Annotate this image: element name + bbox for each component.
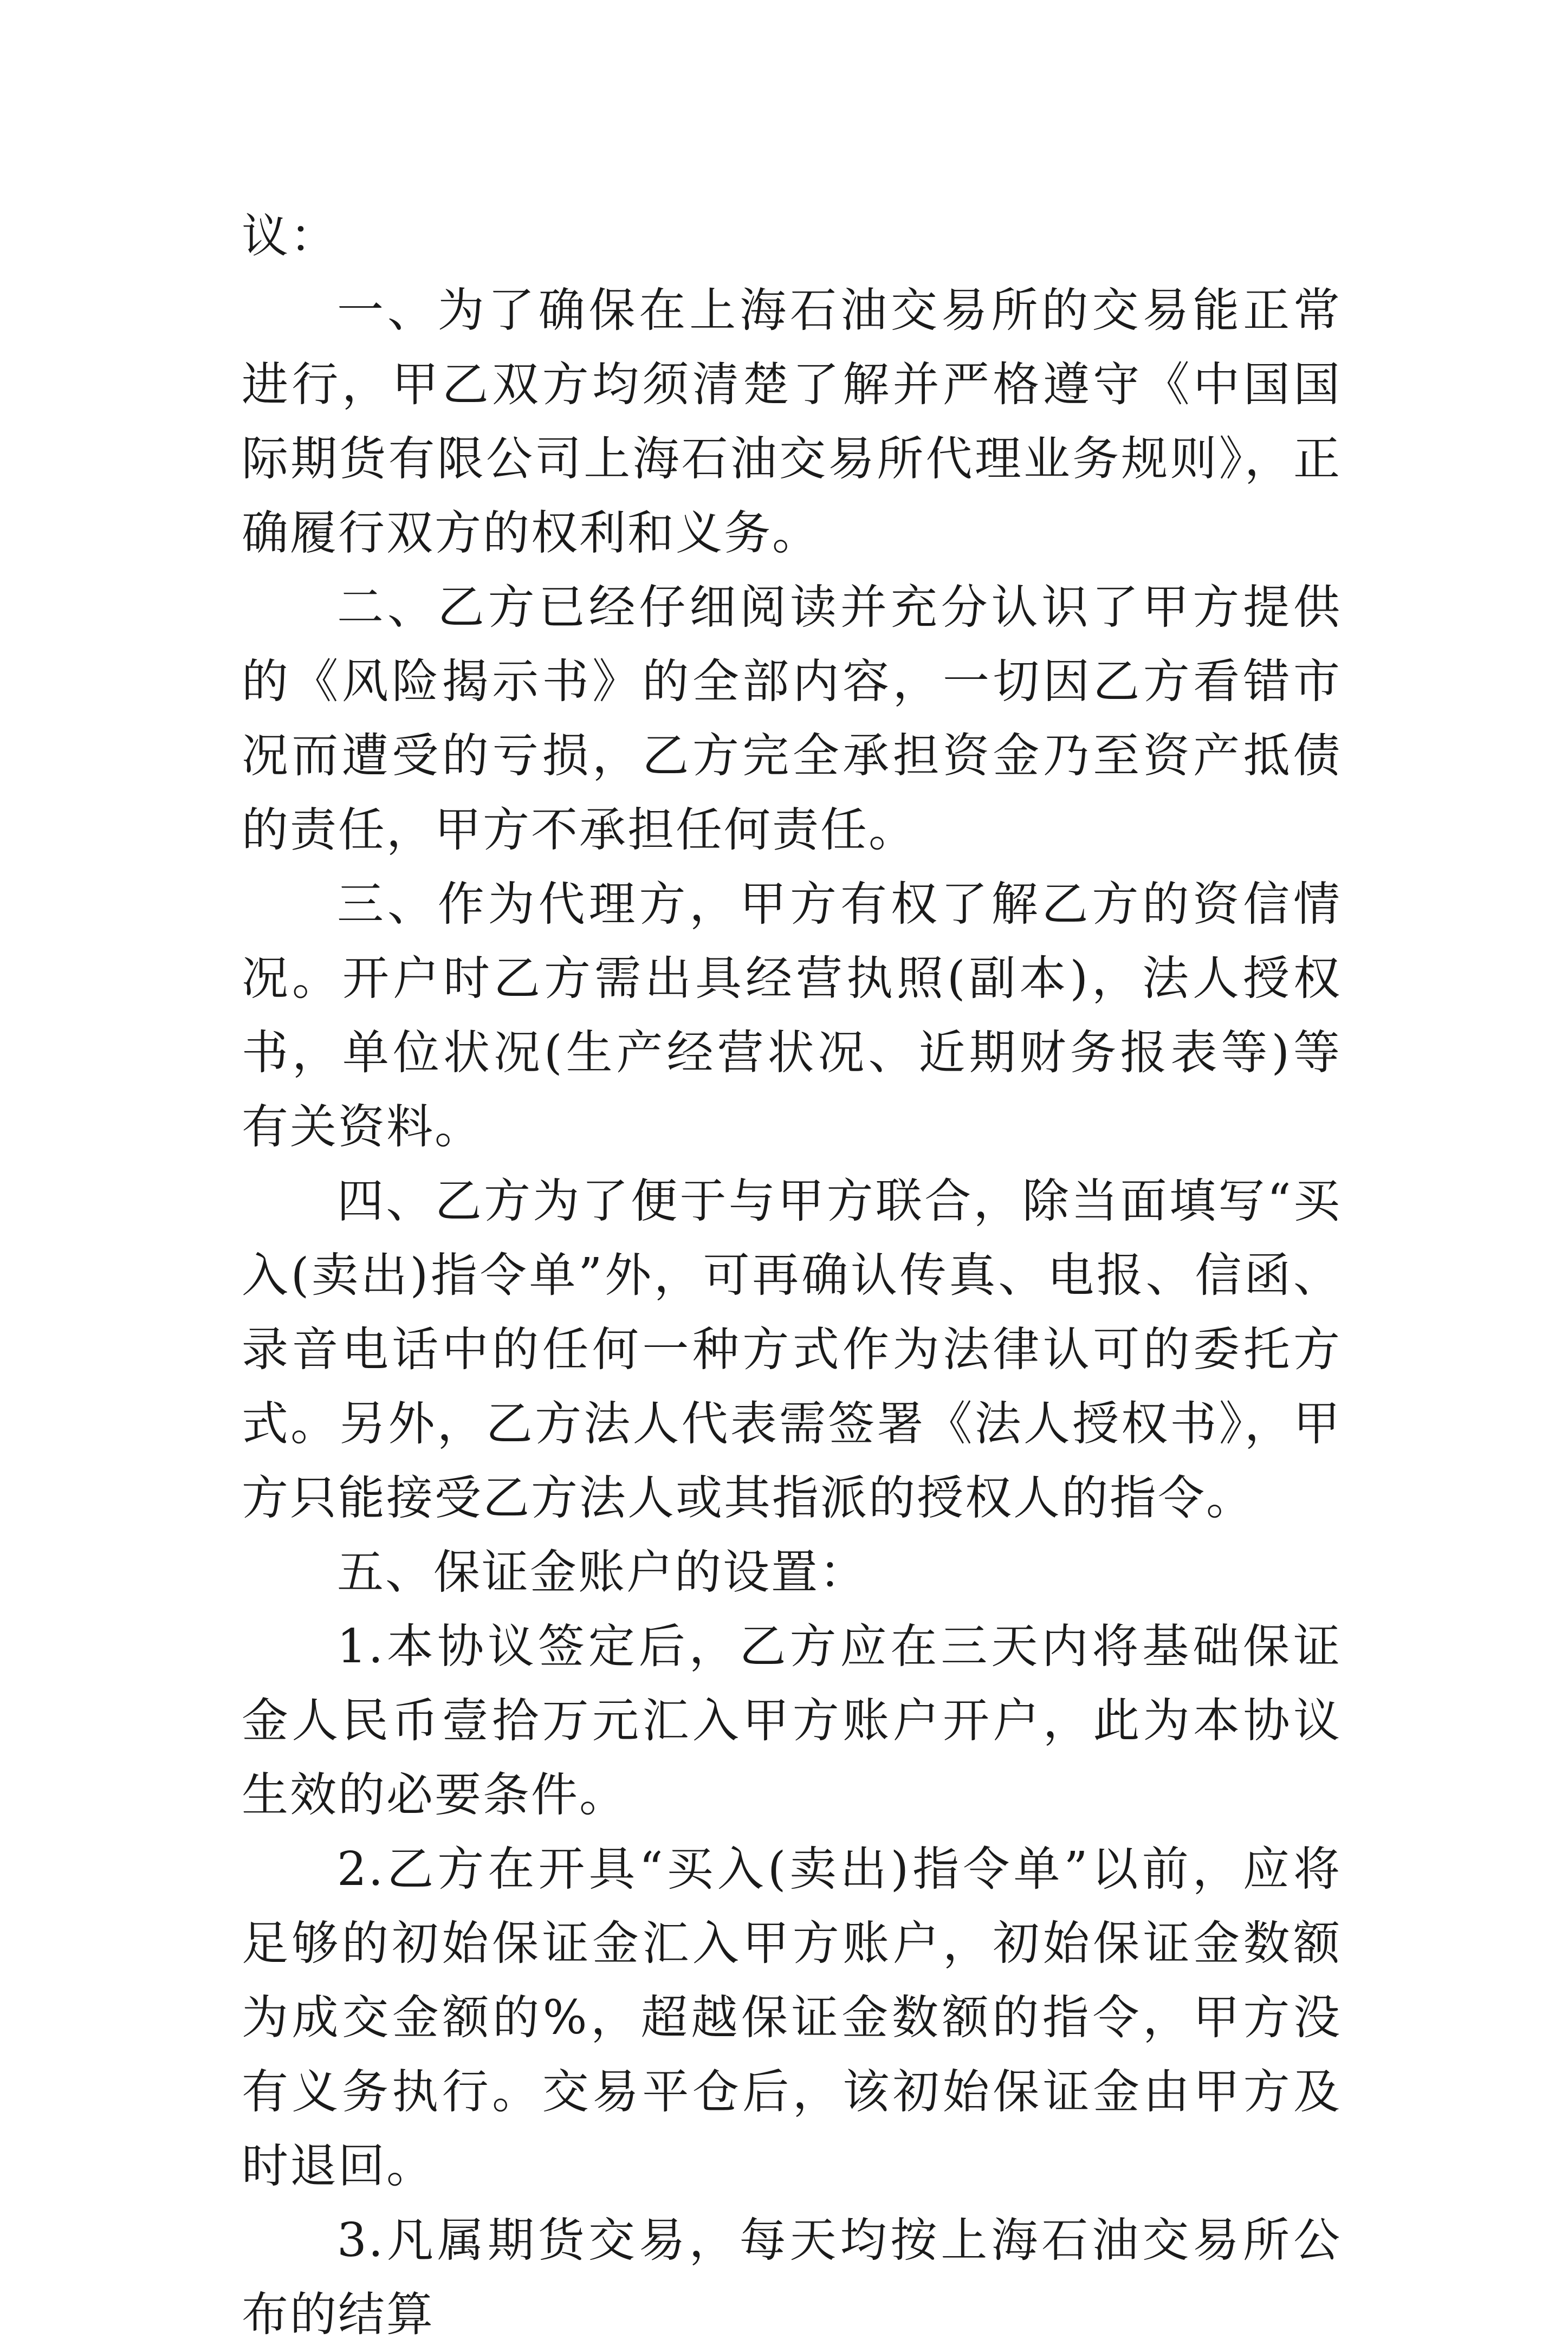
paragraph-clause-5-item-3: 3.凡属期货交易，每天均按上海石油交易所公布的结算 xyxy=(242,2213,1342,2342)
paragraph-clause-5-item-2: 2.乙方在开具“买入(卖出)指令单”以前，应将足够的初始保证金汇入甲方账户，初始保证金数额为成交金额的%，超越保证金数额的指令，甲方没有义务执行。交易平仓后，该初始保证金由甲方及时退回。 xyxy=(242,1842,1342,2193)
paragraph-clause-3: 三、作为代理方，甲方有权了解乙方的资信情况。开户时乙方需出具经营执照(副本)，法人授权书，单位状况(生产经营状况、近期财务报表等)等有关资料。 xyxy=(242,877,1342,1154)
paragraph-clause-5-item-1: 1.本协议签定后，乙方应在三天内将基础保证金人民币壹拾万元汇入甲方账户开户，此为本协议生效的必要条件。 xyxy=(242,1619,1342,1822)
paragraph-clause-4: 四、乙方为了便于与甲方联合，除当面填写“买入(卖出)指令单”外，可再确认传真、电报、信函、录音电话中的任何一种方式作为法律认可的委托方式。另外，乙方法人代表需签署《法人授权书》，甲方只能接受乙方法人或其指派的授权人的指令。 xyxy=(242,1174,1342,1525)
document-body xyxy=(242,199,1342,2352)
paragraph-clause-1: 一、为了确保在上海石油交易所的交易能正常进行，甲乙双方均须清楚了解并严格遵守《中国国际期货有限公司上海石油交易所代理业务规则》，正确履行双方的权利和义务。 xyxy=(242,283,1342,560)
paragraph-continuation: 议： xyxy=(242,209,338,263)
paragraph-clause-5-heading: 五、保证金账户的设置： xyxy=(337,1545,867,1599)
paragraph-clause-2: 二、乙方已经仔细阅读并充分认识了甲方提供的《风险揭示书》的全部内容，一切因乙方看错市况而遭受的亏损，乙方完全承担资金乃至资产抵债的责任，甲方不承担任何责任。 xyxy=(242,580,1342,857)
